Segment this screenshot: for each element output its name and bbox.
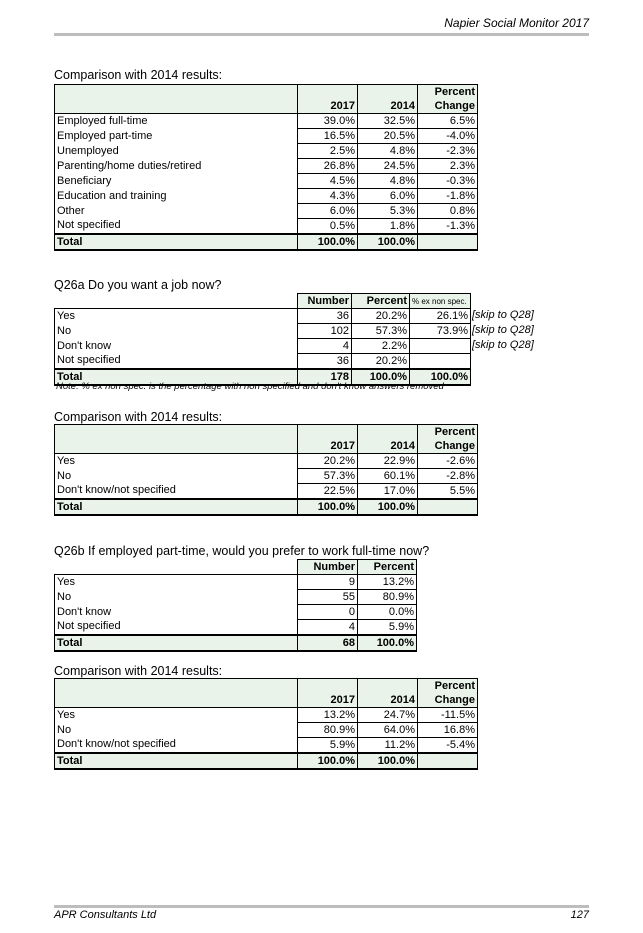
table-row	[55, 620, 417, 636]
header-2017: 2017	[298, 85, 358, 114]
table-row	[55, 723, 478, 738]
header-blank-cell	[55, 560, 298, 575]
total-label: Total	[55, 753, 298, 769]
row-label: Beneficiary	[55, 174, 298, 189]
total-2017: 100.0%	[298, 499, 358, 515]
row-label: Employed part-time	[55, 129, 298, 144]
value-2014: 32.5%	[358, 114, 418, 129]
total-label: Total	[55, 369, 298, 385]
value-2017: 13.2%	[298, 708, 358, 723]
value-percent-ex	[410, 339, 471, 354]
header-2017: 2017	[298, 425, 358, 454]
total-percent-ex: 100.0%	[410, 369, 471, 385]
header-blank-cell	[55, 679, 298, 708]
value-2017: 80.9%	[298, 723, 358, 738]
value-percent: 80.9%	[358, 590, 417, 605]
row-label: Education and training	[55, 189, 298, 204]
total-label: Total	[55, 234, 298, 250]
want-job-comparison-table	[54, 424, 478, 516]
header-percent: Percent	[418, 679, 478, 694]
table-row	[55, 204, 478, 219]
value-change: 5.5%	[418, 484, 478, 500]
footer-company: APR Consultants Ltd	[54, 909, 157, 921]
table-row	[55, 575, 417, 590]
row-label: Unemployed	[55, 144, 298, 159]
value-number: 55	[298, 590, 358, 605]
skip-note-dont-know: [skip to Q28]	[472, 339, 534, 351]
page-number: 127	[570, 909, 589, 921]
value-change: -1.3%	[418, 219, 478, 235]
value-2017: 26.8%	[298, 159, 358, 174]
value-2017: 39.0%	[298, 114, 358, 129]
header-2017: 2017	[298, 679, 358, 708]
prefer-fulltime-comparison-table	[54, 678, 478, 770]
value-2014: 17.0%	[358, 484, 418, 500]
row-label: Other	[55, 204, 298, 219]
table-row	[55, 309, 471, 324]
skip-instructions	[472, 308, 534, 353]
table-row	[55, 605, 417, 620]
table-row	[55, 174, 478, 189]
header-number: Number	[298, 294, 352, 309]
total-2014: 100.0%	[358, 499, 418, 515]
total-change	[418, 753, 478, 769]
table-row	[55, 469, 478, 484]
table-row	[55, 324, 471, 339]
value-percent: 20.2%	[352, 354, 410, 370]
value-2014: 4.8%	[358, 174, 418, 189]
value-number: 36	[298, 309, 352, 324]
header-rule	[54, 33, 589, 36]
table-header-row	[55, 425, 478, 440]
row-label: No	[55, 590, 298, 605]
value-2017: 0.5%	[298, 219, 358, 235]
table-row	[55, 354, 471, 370]
value-change: 6.5%	[418, 114, 478, 129]
value-2014: 1.8%	[358, 219, 418, 235]
value-percent-ex: 73.9%	[410, 324, 471, 339]
value-percent-ex: 26.1%	[410, 309, 471, 324]
table-row	[55, 129, 478, 144]
value-percent: 5.9%	[358, 620, 417, 636]
value-2014: 11.2%	[358, 738, 418, 754]
value-2017: 6.0%	[298, 204, 358, 219]
total-number: 68	[298, 635, 358, 651]
row-label: Employed full-time	[55, 114, 298, 129]
value-2014: 60.1%	[358, 469, 418, 484]
header-2014: 2014	[358, 85, 418, 114]
q26a-table	[54, 293, 471, 386]
value-percent: 57.3%	[352, 324, 410, 339]
comparison-2014-title-want-job: Comparison with 2014 results:	[54, 410, 223, 424]
table-row	[55, 114, 478, 129]
row-label: Parenting/home duties/retired	[55, 159, 298, 174]
row-label: Don't know/not specified	[55, 484, 298, 500]
header-blank-cell	[55, 425, 298, 454]
value-2014: 20.5%	[358, 129, 418, 144]
table-row	[55, 738, 478, 754]
row-label: No	[55, 469, 298, 484]
table-header-row	[55, 294, 471, 309]
value-number: 36	[298, 354, 352, 370]
value-2017: 22.5%	[298, 484, 358, 500]
value-number: 0	[298, 605, 358, 620]
value-2017: 20.2%	[298, 454, 358, 469]
value-2014: 64.0%	[358, 723, 418, 738]
total-row	[55, 499, 478, 515]
table-header-row	[55, 85, 478, 100]
q26b-table	[54, 559, 417, 652]
value-2014: 24.7%	[358, 708, 418, 723]
total-number: 178	[298, 369, 352, 385]
total-row	[55, 635, 417, 651]
value-percent: 20.2%	[352, 309, 410, 324]
table-row	[55, 159, 478, 174]
comparison-2014-title-employment: Comparison with 2014 results:	[54, 68, 223, 82]
header-change: Change	[418, 693, 478, 708]
value-number: 102	[298, 324, 352, 339]
row-label: Not specified	[55, 620, 298, 636]
value-change: -2.6%	[418, 454, 478, 469]
value-2017: 57.3%	[298, 469, 358, 484]
value-2014: 24.5%	[358, 159, 418, 174]
value-number: 4	[298, 339, 352, 354]
header-change: Change	[418, 99, 478, 114]
header-percent: Percent	[352, 294, 410, 309]
value-change: -2.8%	[418, 469, 478, 484]
header-2014: 2014	[358, 679, 418, 708]
table-row	[55, 144, 478, 159]
row-label: Yes	[55, 575, 298, 590]
row-label: Yes	[55, 454, 298, 469]
total-label: Total	[55, 499, 298, 515]
value-2014: 6.0%	[358, 189, 418, 204]
page-header-title: Napier Social Monitor 2017	[444, 16, 589, 30]
value-change: 0.8%	[418, 204, 478, 219]
skip-note-no: [skip to Q28]	[472, 324, 534, 336]
row-label: Don't know	[55, 605, 298, 620]
total-percent: 100.0%	[352, 369, 410, 385]
table-row	[55, 708, 478, 723]
header-blank-cell	[55, 294, 298, 309]
total-2014: 100.0%	[358, 753, 418, 769]
total-change	[418, 499, 478, 515]
employment-comparison-table	[54, 84, 478, 251]
table-header-row	[55, 560, 417, 575]
value-percent: 13.2%	[358, 575, 417, 590]
header-2014: 2014	[358, 425, 418, 454]
value-percent: 0.0%	[358, 605, 417, 620]
header-percent: Percent	[418, 425, 478, 440]
row-label: Yes	[55, 708, 298, 723]
row-label: No	[55, 723, 298, 738]
value-change: 2.3%	[418, 159, 478, 174]
table-row	[55, 219, 478, 235]
header-percent: Percent	[418, 85, 478, 100]
total-2014: 100.0%	[358, 234, 418, 250]
value-change: -0.3%	[418, 174, 478, 189]
header-number: Number	[298, 560, 358, 575]
total-row	[55, 234, 478, 250]
value-2014: 4.8%	[358, 144, 418, 159]
value-2017: 16.5%	[298, 129, 358, 144]
total-row	[55, 753, 478, 769]
value-number: 4	[298, 620, 358, 636]
row-label: Yes	[55, 309, 298, 324]
row-label: Don't know/not specified	[55, 738, 298, 754]
q26b-title: Q26b If employed part-time, would you prefer to work full-time now?	[54, 544, 430, 558]
table-row	[55, 454, 478, 469]
skip-note-yes: [skip to Q28]	[472, 309, 534, 321]
value-change: -4.0%	[418, 129, 478, 144]
table-row	[55, 590, 417, 605]
value-2017: 2.5%	[298, 144, 358, 159]
value-change: -1.8%	[418, 189, 478, 204]
value-2014: 22.9%	[358, 454, 418, 469]
header-blank-cell	[55, 85, 298, 114]
row-label: Don't know	[55, 339, 298, 354]
footer-rule	[54, 905, 589, 908]
header-percent: Percent	[358, 560, 417, 575]
value-2017: 4.3%	[298, 189, 358, 204]
value-2014: 5.3%	[358, 204, 418, 219]
value-change: -11.5%	[418, 708, 478, 723]
value-change: -2.3%	[418, 144, 478, 159]
q26a-note: Note: % ex non spec. is the percentage with non specified and don't know answers removed	[56, 381, 444, 392]
row-label: No	[55, 324, 298, 339]
value-number: 9	[298, 575, 358, 590]
total-label: Total	[55, 635, 298, 651]
q26a-title: Q26a Do you want a job now?	[54, 278, 222, 292]
header-change: Change	[418, 439, 478, 454]
comparison-2014-title-prefer-fulltime: Comparison with 2014 results:	[54, 664, 223, 678]
value-percent-ex	[410, 354, 471, 370]
table-row	[55, 189, 478, 204]
table-header-row	[55, 679, 478, 694]
total-2017: 100.0%	[298, 753, 358, 769]
value-change: -5.4%	[418, 738, 478, 754]
table-row	[55, 484, 478, 500]
value-2017: 5.9%	[298, 738, 358, 754]
value-change: 16.8%	[418, 723, 478, 738]
row-label: Not specified	[55, 219, 298, 235]
total-2017: 100.0%	[298, 234, 358, 250]
header-percent-ex-non-spec: % ex non spec.	[410, 294, 471, 309]
table-row	[55, 339, 471, 354]
row-label: Not specified	[55, 354, 298, 370]
value-2017: 4.5%	[298, 174, 358, 189]
total-percent: 100.0%	[358, 635, 417, 651]
total-change	[418, 234, 478, 250]
value-percent: 2.2%	[352, 339, 410, 354]
